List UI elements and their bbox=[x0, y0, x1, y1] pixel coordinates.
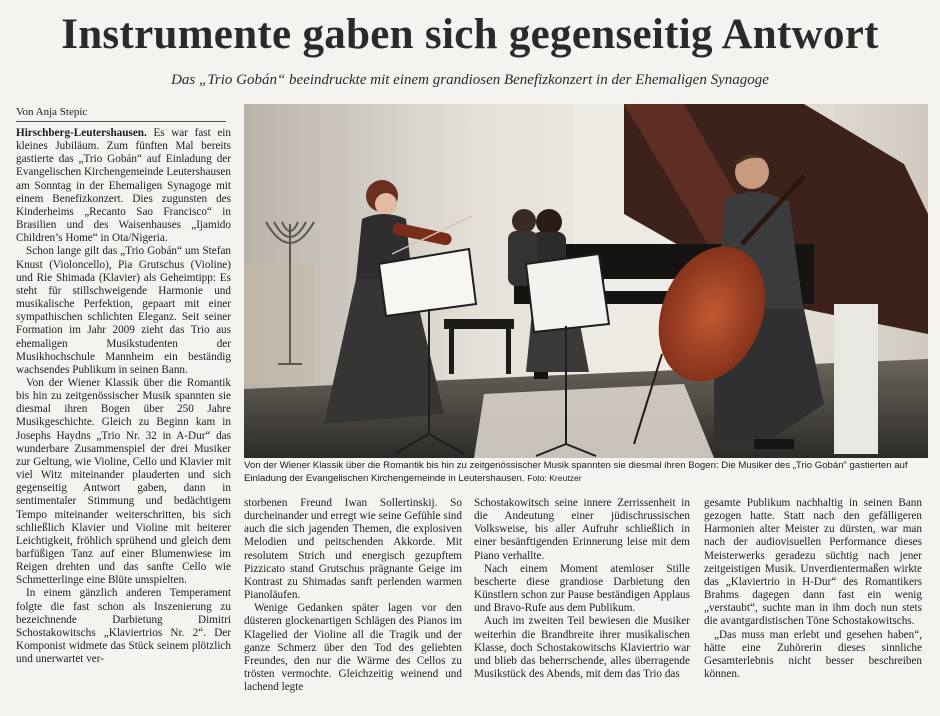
paragraph: Hirschberg-Leutershausen. Es war fast ein kleines Jubiläum. Zum fünften Mal bereits gastierte das „Trio Gobán“ auf Einladung der Evangelischen Kirchengemeinde Leutershausen am Sonntag in der Ehemaligen Synagoge mit einem Benefizkonzert. Dies zugunsten des Kinderheims „Recanto Sao Francisco“ in Brasilien und des Waisenhauses „Ijamido Children’s Home“ in Ota/Nigeria. bbox=[16, 127, 232, 245]
paragraph: Auch im zweiten Teil bewiesen die Musiker weiterhin die Brandbreite ihrer musikalischen Klasse, doch Schostakowitschs Klaviertrio war und blieb das beherrschende, alles überragende Musikstück des Abends, mit dem das Trio das bbox=[474, 615, 690, 681]
paragraph: storbenen Freund Iwan Sollertinskij. So durcheinander und erregt wie seine Gefühle sind auch die sich jagenden Themen, die explosiven Melodien und peitschenden Akkorde. Mit resolutem Strich und energisch gezupftem Pizzicato stand Grutschus prägnante Geige im Kontrast zu Shimadas sanft perlenden warmen Pianoläufen. bbox=[244, 497, 462, 602]
headline: Instrumente gaben sich gegenseitig Antwort bbox=[61, 11, 879, 58]
paragraph: Nach einem Moment atemloser Stille bescherte diese grandiose Darbietung den Künstlern schon zur Pause beständigen Applaus und Bravo-Rufe aus dem Publikum. bbox=[474, 562, 690, 615]
byline-rule bbox=[16, 121, 226, 122]
paragraph: In einem gänzlich anderen Temperament folgte die fast schon als Inszenierung zu bezeichnende Darbietung Dimitri Schostakowitschs „Klaviertrios Nr. 2“. Der Komponist widmete das Stück seinem plötzlich und unerwartet ver- bbox=[16, 587, 231, 666]
paragraph: Schon lange gilt das „Trio Gobán“ um Stefan Knust (Violoncello), Pia Grutschus (Violine) und Rie Shimada (Klavier) als Geheimtipp: Es steht für stillschweigende Harmonie und musikalische Perfektion, gepaart mit einer sympathischen schlichten Eleganz. Seit seiner Formation im Jahr 2009 zieht das Trio aus ehemaligen Musikstudenten der Musikhochschule Mannheim ein beständig wachsendes Publikum in seinen Bann. bbox=[16, 245, 231, 376]
byline: Von Anja Stepic bbox=[16, 106, 88, 118]
paragraph: Schostakowitsch seine innere Zerrissenheit in die Andeutung einer jüdischrussischen Volksweise, bis aller Aufruhr schließlich in einer besänftigenden Erinnerung leise mit dem Piano verhallte. bbox=[474, 497, 690, 562]
trio-performance-image bbox=[244, 104, 928, 458]
photo-caption: Von der Wiener Klassik über die Romantik bis hin zu zeitgenössischer Musik spannten sie diesmal ihren Bogen: Die Musiker des „Trio Gobán“ gastierten auf Einladung der Evangelischen Kirchengemeinde in Leutershausen. Foto: Kreutzer bbox=[244, 460, 908, 484]
paragraph: Von der Wiener Klassik über die Romantik bis hin zu zeitgenössischer Musik spannten sie diesmal ihren Bogen über 250 Jahre Musikgeschichte. Gleich zu Beginn kam in Josephs Haydns „Trio Nr. 32 in A-Dur“ das wunderbare Zusammenspiel der drei Musiker zur Geltung, wie Violine, Cello und Klavier mit viel Witz miteinander plauderten und sich gegenseitig Antwort gaben, dann in sentimentaler Stimmung und bedächtigem Tempo miteinander weiterschritten, bis sich schließlich Klavier und Violine mit heiterer Leichtigkeit, fröhlich sprühend und gleich dem barfüßigen Tanz auf einer Blumenwiese im Reigen drehten und das sanfte Cello wie Schmetterlinge eine Blüte umspielten. bbox=[16, 376, 231, 587]
dateline: Hirschberg-Leutershausen. bbox=[16, 127, 147, 139]
paragraph: Wenige Gedanken später lagen vor den düsteren glockenartigen Schlägen des Pianos im Klagelied der Violine all die Tragik und der ganze Schmerz über den Tod des geliebten Freundes, den nur die Wärme des Cellos zu trösten vermochte. Gleichzeitig weinend und lachend legte bbox=[244, 602, 462, 694]
paragraph: „Das muss man erlebt und gesehen haben“, hätte eine Zuhörerin dieses sinnliche Gesamterlebnis nicht besser beschreiben können. bbox=[704, 628, 922, 681]
photo-credit: Foto: Kreutzer bbox=[527, 473, 582, 483]
article-column-3 bbox=[474, 497, 690, 681]
article-column-1 bbox=[16, 127, 231, 666]
article-column-4 bbox=[704, 497, 922, 681]
paragraph: gesamte Publikum nachhaltig in seinen Bann gezogen hatte. Statt nach den gefälligeren Harmonien alter Meister zu dürsten, war man nach der audiovisuellen Performance dieses Meisterwerks geradezu süchtig nach jener zeitgeistigen Musik. Unverdientermaßen wirkte das „Klaviertrio in H-Dur“ des Romantikers Brahms dagegen dann fast ein wenig „verstaubt“, suchte man in ihm doch nun stets die avantgardistischen Töne Schostakowitschs. bbox=[704, 497, 922, 628]
article-column-2 bbox=[244, 497, 462, 694]
concert-photo bbox=[244, 104, 928, 458]
subheadline: Das „Trio Gobán“ beeindruckte mit einem grandiosen Benefizkonzert in der Ehemaligen Synagoge bbox=[171, 72, 769, 88]
